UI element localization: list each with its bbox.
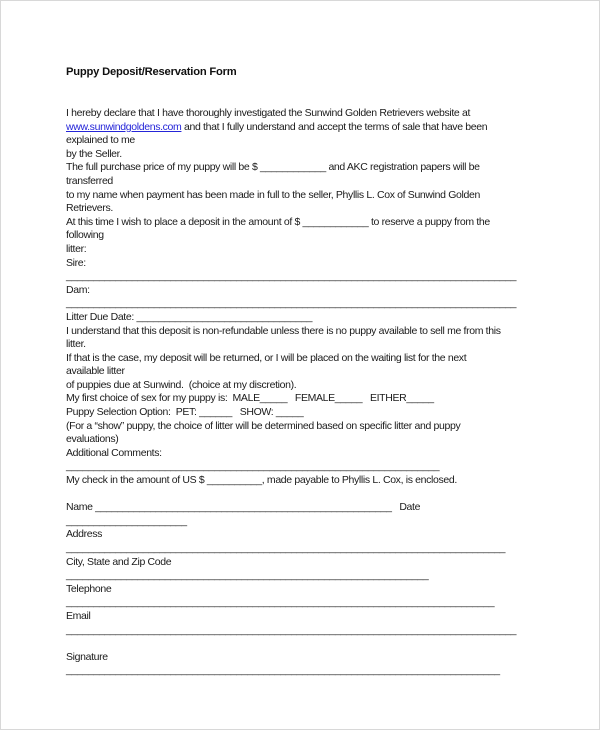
show-note-line-2: evaluations) — [66, 433, 119, 446]
dam-label: Dam: — [66, 283, 90, 296]
form-body — [66, 107, 589, 678]
name-date-line: Name ______________________________________________________ Date — [66, 501, 421, 514]
form-title: Puppy Deposit/Reservation Form — [66, 66, 237, 78]
refund-line-3: If that is the case, my deposit will be returned, or I will be placed on the waiting list for the next — [66, 351, 467, 364]
sire-label: Sire: — [66, 256, 86, 269]
sex-choice-line: My first choice of sex for my puppy is: MALE_____ FEMALE_____ EITHER_____ — [66, 392, 434, 405]
comments-fill-line: ____________________________________________________________________ — [66, 460, 440, 473]
email-fill-line: __________________________________________________________________________________ — [66, 623, 517, 636]
seller-line-2: Retrievers. — [66, 202, 113, 215]
seller-line: to my name when payment has been made in full to the seller, Phyllis L. Cox of Sunwind Golden — [66, 188, 480, 201]
address-fill-line: ________________________________________________________________________________ — [66, 542, 506, 554]
check-amount-line: My check in the amount of US $ __________, made payable to Phyllis L. Cox, is enclosed. — [66, 474, 457, 487]
signature-fill-line: _______________________________________________________________________________ — [66, 664, 500, 677]
declaration-line-4: by the Seller. — [66, 147, 122, 160]
blank-line — [66, 488, 589, 502]
address-label: Address — [66, 528, 103, 541]
link-line-suffix: and that I fully understand and accept the terms of sale that have been — [181, 120, 488, 133]
telephone-fill-line: ______________________________________________________________________________ — [66, 596, 495, 609]
deposit-amount-line: At this time I wish to place a deposit in the amount of $ ____________ to reserve a puppy from the — [66, 215, 490, 228]
dam-fill-line: __________________________________________________________________________________ — [66, 297, 517, 310]
city-fill-line: __________________________________________________________________ — [66, 569, 429, 582]
signature-label: Signature — [66, 650, 108, 663]
show-note-line-1: (For a “show” puppy, the choice of litter will be determined based on specific litter and puppy — [66, 419, 461, 432]
name-fill-line-short: ______________________ — [66, 514, 187, 527]
email-label: Email — [66, 609, 91, 622]
refund-line-4: available litter — [66, 365, 125, 378]
document-content — [66, 65, 589, 678]
website-link[interactable]: www.sunwindgoldens.com — [66, 120, 182, 133]
purchase-price-line-2: transferred — [66, 174, 113, 187]
deposit-amount-line-2: following — [66, 229, 104, 242]
declaration-line-2 — [66, 121, 589, 135]
litter-due-date-line: Litter Due Date: ________________________________ — [66, 310, 313, 323]
sire-fill-line: __________________________________________________________________________________ — [66, 270, 517, 283]
blank-line — [66, 637, 589, 651]
additional-comments-label: Additional Comments: — [66, 446, 162, 459]
refund-line-5: of puppies due at Sunwind. (choice at my discretion). — [66, 378, 297, 391]
purchase-price-line: The full purchase price of my puppy will be $ ____________ and AKC registration papers will be — [66, 161, 480, 174]
telephone-label: Telephone — [66, 582, 112, 595]
city-state-zip-label: City, State and Zip Code — [66, 555, 172, 568]
selection-option-line: Puppy Selection Option: PET: ______ SHOW: _____ — [66, 406, 304, 419]
refund-line-1: I understand that this deposit is non-refundable unless there is no puppy available to sell me from this — [66, 324, 501, 337]
declaration-line-3: explained to me — [66, 134, 135, 147]
declaration-line-1: I hereby declare that I have thoroughly investigated the Sunwind Golden Retrievers website at — [66, 107, 471, 119]
deposit-amount-line-3: litter: — [66, 242, 87, 255]
refund-line-2: litter. — [66, 338, 86, 351]
